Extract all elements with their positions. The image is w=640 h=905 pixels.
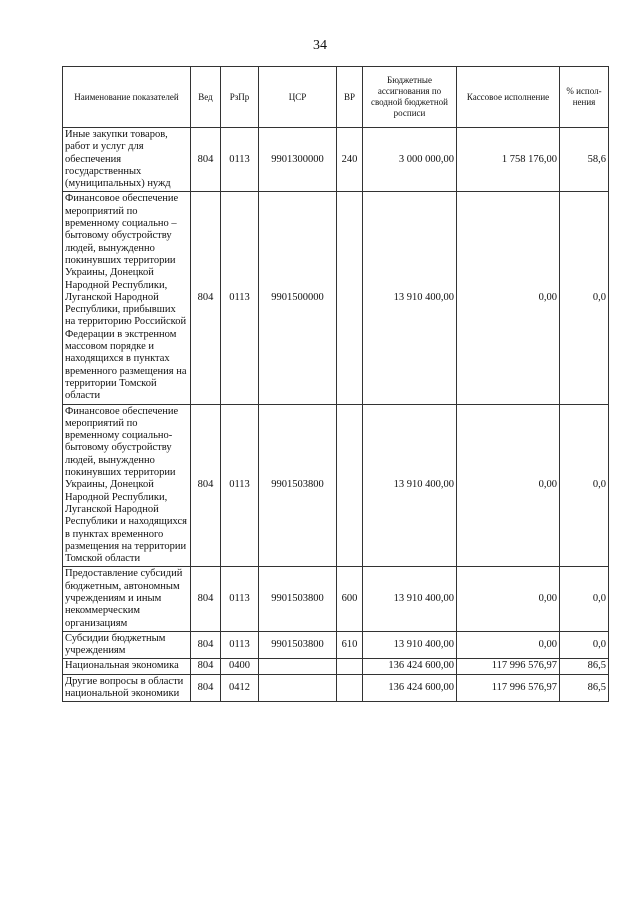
- row-vr: [337, 659, 363, 674]
- row-vr: 240: [337, 128, 363, 192]
- row-name: Финансовое обеспечение мероприятий по временному социально – бытовому обустройству людей, вынужденно покинувших территории Украины, Донецкой Народной Республики, Луганской Народной Республики, прибывших на территорию Российской Федерации в экстренном массовом порядке и находящихся в пунктах временного размещения на территории Томской области: [63, 192, 191, 404]
- table-row: [63, 659, 609, 674]
- header-rzpr: РзПр: [221, 67, 259, 128]
- row-rzpr: 0113: [221, 128, 259, 192]
- header-pct: % испол- нения: [560, 67, 609, 128]
- row-name: Иные закупки товаров, работ и услуг для обеспечения государственных (муниципальных) нужд: [63, 128, 191, 192]
- row-pct: 0,0: [560, 631, 609, 659]
- row-ved: 804: [191, 567, 221, 631]
- row-name: Другие вопросы в области национальной экономики: [63, 674, 191, 702]
- row-ved: 804: [191, 192, 221, 404]
- row-cash: 0,00: [457, 192, 560, 404]
- row-ved: 804: [191, 404, 221, 567]
- header-csr: ЦСР: [259, 67, 337, 128]
- table-row: [63, 631, 609, 659]
- row-ved: 804: [191, 631, 221, 659]
- row-pct: 0,0: [560, 404, 609, 567]
- row-assign: 136 424 600,00: [363, 674, 457, 702]
- row-csr: 9901503800: [259, 567, 337, 631]
- row-name: Национальная экономика: [63, 659, 191, 674]
- row-csr: [259, 659, 337, 674]
- row-vr: [337, 404, 363, 567]
- row-name: Субсидии бюджетным учреждениям: [63, 631, 191, 659]
- header-ved: Вед: [191, 67, 221, 128]
- row-csr: 9901503800: [259, 404, 337, 567]
- table-row: [63, 567, 609, 631]
- row-cash: 117 996 576,97: [457, 674, 560, 702]
- row-csr: 9901500000: [259, 192, 337, 404]
- row-assign: 3 000 000,00: [363, 128, 457, 192]
- table-row: [63, 674, 609, 702]
- row-rzpr: 0113: [221, 192, 259, 404]
- row-assign: 136 424 600,00: [363, 659, 457, 674]
- row-vr: [337, 192, 363, 404]
- row-name: Финансовое обеспечение мероприятий по временному социально-бытовому обустройству людей, вынужденно покинувших территории Украины, Донецкой Народной Республики, Луганской Народной Республики и находящихся в пунктах временного размещения на территории Томской области: [63, 404, 191, 567]
- row-assign: 13 910 400,00: [363, 567, 457, 631]
- row-cash: 0,00: [457, 631, 560, 659]
- row-csr: [259, 674, 337, 702]
- row-cash: 0,00: [457, 567, 560, 631]
- row-assign: 13 910 400,00: [363, 631, 457, 659]
- row-assign: 13 910 400,00: [363, 192, 457, 404]
- row-vr: 610: [337, 631, 363, 659]
- row-rzpr: 0113: [221, 404, 259, 567]
- row-rzpr: 0113: [221, 567, 259, 631]
- table-header: [63, 67, 609, 128]
- row-cash: 117 996 576,97: [457, 659, 560, 674]
- row-rzpr: 0412: [221, 674, 259, 702]
- row-csr: 9901300000: [259, 128, 337, 192]
- row-name: Предоставление субсидий бюджетным, автономным учреждениям и иным некоммерческим организациям: [63, 567, 191, 631]
- header-cash: Кассовое исполнение: [457, 67, 560, 128]
- header-name: Наименование показателей: [63, 67, 191, 128]
- page-number: 34: [313, 38, 327, 53]
- header-assign: Бюджетные ассигнования по сводной бюджетной росписи: [363, 67, 457, 128]
- row-rzpr: 0113: [221, 631, 259, 659]
- row-pct: 0,0: [560, 567, 609, 631]
- row-pct: 86,5: [560, 674, 609, 702]
- row-cash: 1 758 176,00: [457, 128, 560, 192]
- row-pct: 0,0: [560, 192, 609, 404]
- row-ved: 804: [191, 674, 221, 702]
- table-row: [63, 128, 609, 192]
- row-pct: 58,6: [560, 128, 609, 192]
- row-cash: 0,00: [457, 404, 560, 567]
- row-ved: 804: [191, 128, 221, 192]
- row-rzpr: 0400: [221, 659, 259, 674]
- table-row: [63, 192, 609, 404]
- table-row: [63, 404, 609, 567]
- row-ved: 804: [191, 659, 221, 674]
- budget-table: [62, 66, 609, 702]
- row-csr: 9901503800: [259, 631, 337, 659]
- row-vr: 600: [337, 567, 363, 631]
- row-assign: 13 910 400,00: [363, 404, 457, 567]
- row-pct: 86,5: [560, 659, 609, 674]
- header-vr: ВР: [337, 67, 363, 128]
- row-vr: [337, 674, 363, 702]
